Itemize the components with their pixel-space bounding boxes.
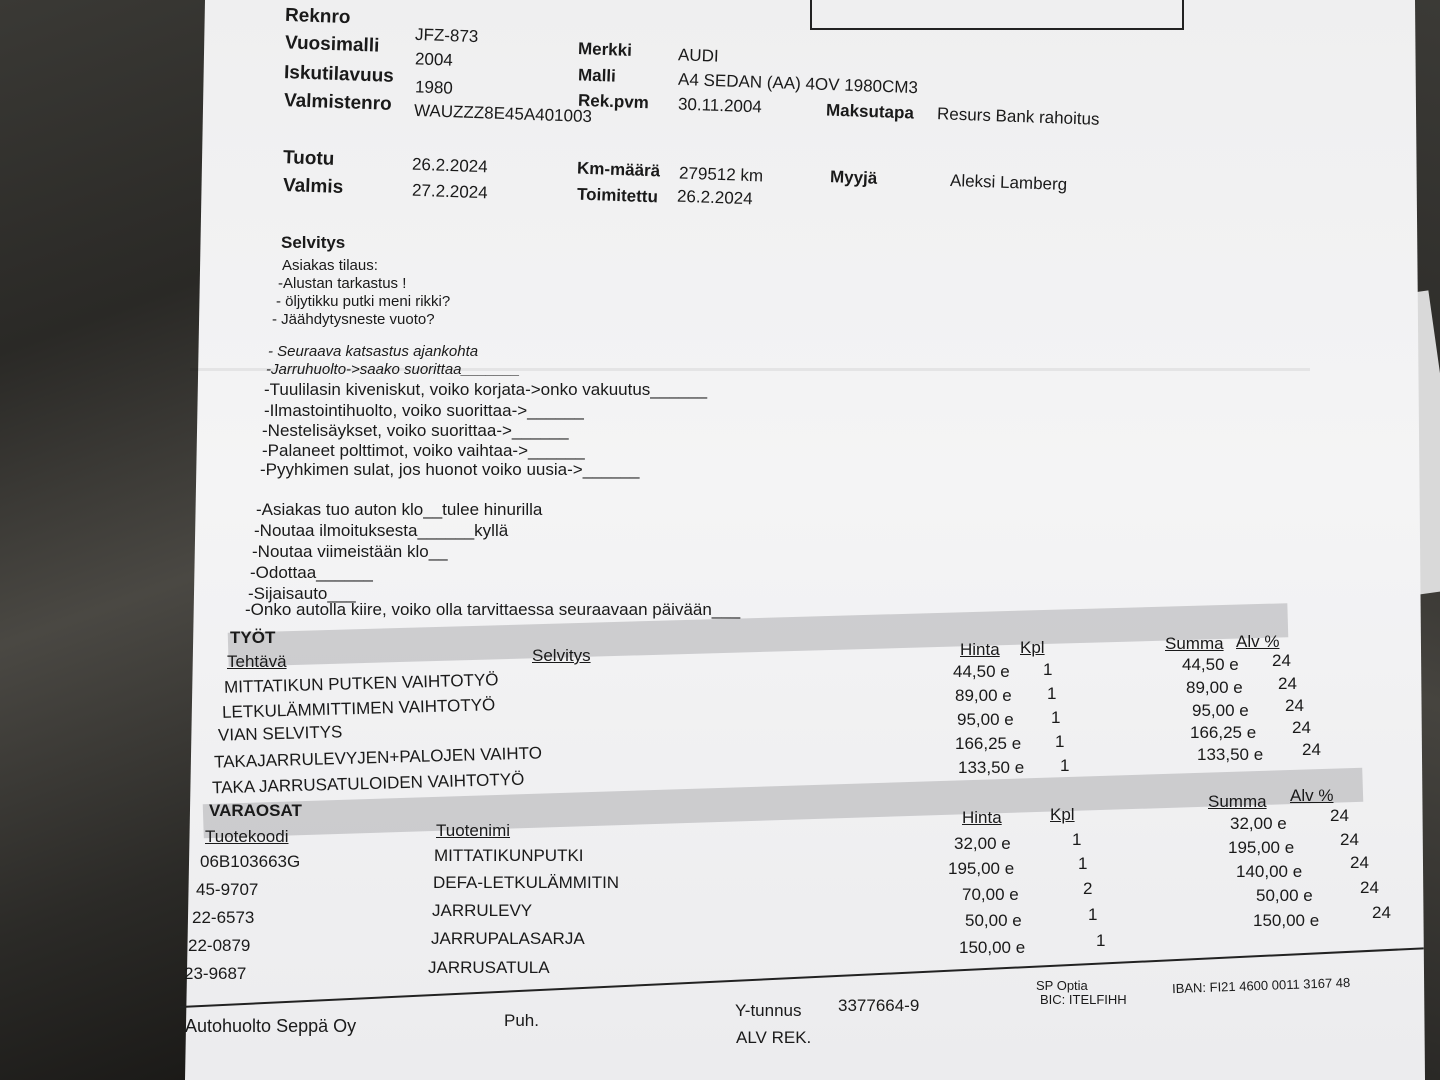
selvitys-line: -Palaneet polttimot, voiko vaihtaa->______ [262,441,585,460]
selvitys-line: - Seuraava katsastus ajankohta [268,343,479,360]
varaosat-nimi: DEFA-LETKULÄMMITIN [433,873,620,892]
selvitys-line: Asiakas tilaus: [282,257,378,274]
valmistenro-value: WAUZZZ8E45A401003 [413,100,593,127]
varaosat-alv: 24 [1372,903,1391,922]
toimitettu-label: Toimitettu [576,184,659,207]
varaosat-header-koodi: Tuotekoodi [205,827,289,846]
tyot-kpl: 1 [1051,708,1061,727]
merkki-label: Merkki [577,39,633,60]
tyot-alv: 24 [1278,674,1297,693]
vuosimalli-label: Vuosimalli [284,32,380,57]
varaosat-kpl: 1 [1096,931,1106,950]
varaosat-title: VARAOSAT [209,801,302,820]
tyot-alv: 24 [1272,651,1291,670]
iskutilavuus-value: 1980 [414,77,454,98]
varaosat-hinta: 70,00 e [962,885,1019,904]
varaosat-kpl: 1 [1072,830,1082,849]
varaosat-koodi: 22-6573 [192,908,255,927]
reknro-value: JFZ-873 [414,24,479,47]
maksutapa-value: Resurs Bank rahoitus [936,104,1100,129]
tyot-header-hinta: Hinta [960,640,1000,659]
ytunnus-value: 3377664-9 [838,996,920,1015]
tyot-hinta: 166,25 e [955,734,1022,753]
selvitys-line: -Odottaa______ [250,563,373,582]
bank-name: SP Optia [1036,978,1088,993]
tyot-summa: 166,25 e [1190,723,1257,742]
varaosat-header-hinta: Hinta [962,808,1002,827]
varaosat-koodi: 06B103663G [200,852,301,871]
varaosat-summa: 140,00 e [1236,862,1303,881]
valmis-value: 27.2.2024 [411,180,488,203]
tyot-kpl: 1 [1060,756,1070,775]
varaosat-hinta: 32,00 e [954,834,1011,853]
varaosat-kpl: 1 [1078,854,1088,873]
varaosat-kpl: 1 [1088,905,1098,924]
myyja-value: Aleksi Lamberg [949,170,1068,195]
varaosat-kpl: 2 [1083,879,1093,898]
tyot-kpl: 1 [1043,660,1053,679]
varaosat-koodi: 22-0879 [188,936,251,955]
tuotu-value: 26.2.2024 [411,154,488,177]
selvitys-title: Selvitys [281,233,346,252]
varaosat-summa: 50,00 e [1256,886,1313,905]
selvitys-line: - öljytikku putki meni rikki? [276,293,451,310]
varaosat-nimi: MITTATIKUNPUTKI [434,846,584,865]
tyot-header-kpl: Kpl [1020,638,1045,657]
selvitys-line: -Tuulilasin kiveniskut, voiko korjata->onko vakuutus______ [264,380,708,399]
tyot-tehtava: TAKAJARRULEVYJEN+PALOJEN VAIHTO [213,743,543,772]
selvitys-line: - Jäähdytysneste vuoto? [272,311,435,328]
malli-label: Malli [577,65,617,86]
valmistenro-label: Valmistenro [283,90,393,115]
tyot-title: TYÖT [230,628,276,647]
tyot-alv: 24 [1285,696,1304,715]
varaosat-koodi: 45-9707 [196,880,259,899]
varaosat-summa: 32,00 e [1230,814,1287,833]
tyot-hinta: 133,50 e [958,758,1025,777]
selvitys-line: -Sijaisauto___ [248,584,356,603]
vuosimalli-value: 2004 [414,49,454,70]
selvitys-line: -Pyyhkimen sulat, jos huonot voiko uusia->______ [260,460,640,479]
varaosat-alv: 24 [1360,878,1379,897]
varaosat-summa: 150,00 e [1253,911,1320,930]
tyot-alv: 24 [1292,718,1311,737]
bic: BIC: ITELFIHH [1040,992,1127,1007]
tyot-hinta: 44,50 e [953,662,1010,681]
puh-label: Puh. [504,1011,539,1030]
iskutilavuus-label: Iskutilavuus [283,62,395,87]
varaosat-summa: 195,00 e [1228,838,1295,857]
selvitys-line: -Nestelisäykset, voiko suorittaa->______ [262,421,569,440]
tyot-header-alv: Alv % [1236,632,1280,651]
km-value: 279512 km [678,163,764,186]
tyot-alv: 24 [1302,740,1321,759]
varaosat-hinta: 150,00 e [959,938,1026,957]
varaosat-alv: 24 [1340,830,1359,849]
tyot-tehtava: VIAN SELVITYS [217,722,343,745]
tuotu-label: Tuotu [282,147,335,170]
varaosat-nimi: JARRUSATULA [428,958,550,977]
tyot-summa: 44,50 e [1182,655,1239,674]
selvitys-line: -Asiakas tuo auton klo__tulee hinurilla [256,500,543,519]
varaosat-header-nimi: Tuotenimi [436,821,511,840]
merkki-value: AUDI [677,45,719,66]
company-name: Autohuolto Seppä Oy [185,1016,357,1036]
tyot-summa: 133,50 e [1197,745,1264,764]
varaosat-hinta: 50,00 e [965,911,1022,930]
toimitettu-value: 26.2.2024 [676,186,753,209]
reknro-label: Reknro [284,4,351,29]
varaosat-nimi: JARRULEVY [432,901,533,920]
tyot-summa: 95,00 e [1192,701,1249,720]
varaosat-nimi: JARRUPALASARJA [431,929,585,948]
tyot-kpl: 1 [1047,684,1057,703]
varaosat-alv: 24 [1330,806,1349,825]
varaosat-koodi: 23-9687 [184,964,247,983]
rekpvm-value: 30.11.2004 [677,94,763,117]
tyot-hinta: 95,00 e [957,710,1014,729]
iban: IBAN: FI21 4600 0011 3167 48 [1171,974,1351,997]
selvitys-line: -Noutaa ilmoituksesta______kyllä [254,521,509,540]
ytunnus-label: Y-tunnus [735,1001,802,1020]
tyot-header-selvitys: Selvitys [532,646,591,665]
myyja-label: Myyjä [829,167,878,188]
top-box [810,0,1184,30]
varaosat-header-alv: Alv % [1290,786,1334,805]
km-label: Km-määrä [576,158,661,181]
varaosat-header-kpl: Kpl [1050,805,1075,824]
selvitys-line: -Jarruhuolto->saako suorittaa_______ [266,361,520,378]
malli-value: A4 SEDAN (AA) 4OV 1980CM3 [677,69,919,98]
alv-rek: ALV REK. [736,1028,812,1047]
valmis-label: Valmis [282,174,344,199]
selvitys-line: -Onko autolla kiire, voiko olla tarvittaessa seuraavaan päivään___ [245,600,741,619]
tyot-tehtava: LETKULÄMMITTIMEN VAIHTOTYÖ [221,695,496,722]
varaosat-header-summa: Summa [1208,792,1267,811]
tyot-kpl: 1 [1055,732,1065,751]
varaosat-hinta: 195,00 e [948,859,1015,878]
tyot-header-tehtava: Tehtävä [227,652,287,671]
selvitys-line: -Ilmastointihuolto, voiko suorittaa->______ [264,401,584,420]
tyot-hinta: 89,00 e [955,686,1012,705]
tyot-summa: 89,00 e [1186,678,1243,697]
tyot-header-summa: Summa [1165,634,1224,653]
tyot-tehtava: MITTATIKUN PUTKEN VAIHTOTYÖ [223,670,499,697]
maksutapa-label: Maksutapa [825,100,915,123]
selvitys-line: -Alustan tarkastus ! [278,275,407,292]
rekpvm-label: Rek.pvm [577,90,650,113]
selvitys-line: -Noutaa viimeistään klo__ [252,542,448,561]
tyot-tehtava: TAKA JARRUSATULOIDEN VAIHTOTYÖ [211,769,525,798]
varaosat-alv: 24 [1350,853,1369,872]
